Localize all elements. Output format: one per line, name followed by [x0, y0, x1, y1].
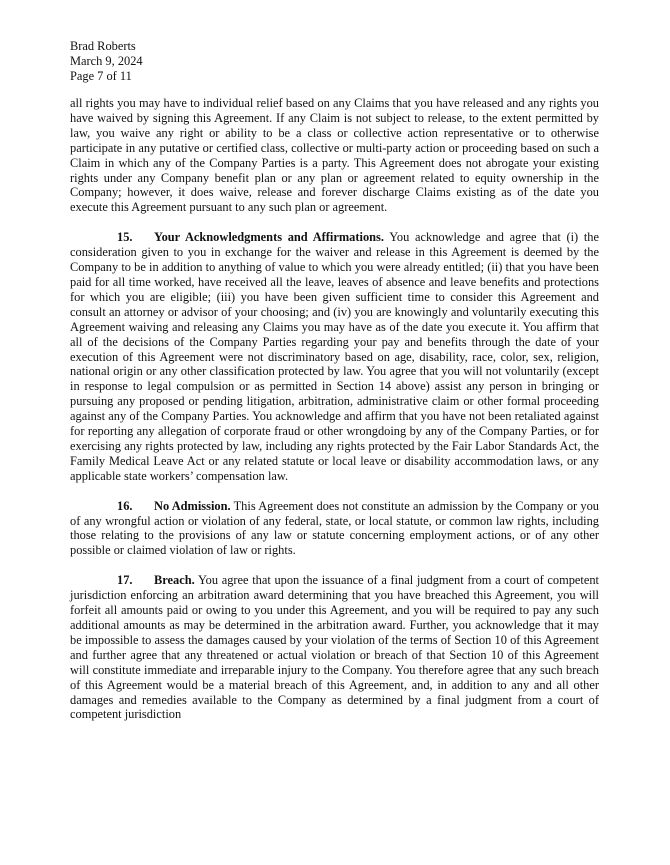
section-number: 15. [117, 230, 133, 245]
section-16 [70, 499, 599, 559]
letter-header [70, 39, 143, 84]
recipient-name: Brad Roberts [70, 39, 136, 53]
paragraph-text: all rights you may have to individual relief based on any Claims that you have released and any rights you have waived by signing this Agreement. If any Claim is not subject to release, to the extent permitted by law, you waive any right or ability to be a class or collective action representative or to otherwise participate in any putative or certified class, collective or multi-party action or proceeding based on such a Claim in which any of the Company Parties is a party. This Agreement does not abrogate your existing rights under any Company benefit plan or any plan or agreement related to equity ownership in the Company; however, it does waive, release and forever discharge Claims existing as of the date you execute this Agreement pursuant to any such plan or agreement. [70, 96, 599, 215]
section-17 [70, 573, 599, 722]
section-heading: No Admission. [154, 498, 231, 513]
section-15 [70, 230, 599, 483]
page-number: Page 7 of 11 [70, 68, 132, 83]
section-number: 16. [117, 498, 133, 513]
paragraph-continuation [70, 96, 599, 215]
section-heading: Breach. [154, 573, 195, 588]
section-heading: Your Acknowledgments and Affirmations. [154, 230, 384, 245]
letter-date: March 9, 2024 [70, 53, 143, 68]
section-text: You acknowledge and agree that (i) the consideration given to you in exchange for the waiver and release in this Agreement is deemed by the Company to be in addition to anything of value to which you were already entitled; (ii) that you have been paid for all time worked, have received all the leave, leaves of absence and leave benefits and protections for which you are eligible; (iii) you have been given sufficient time to consider this Agreement and consult an attorney or advisor of your choosing; and (iv) you are knowingly and voluntarily executing this Agreement waiving and releasing any Claims you may have as of the date you execute it. You affirm that all of the decisions of the Company Parties regarding your pay and benefits through the date of your execution of this Agreement were not discriminatory based on age, disability, race, color, sex, religion, national origin or any other classification protected by law. You agree that you will not voluntarily (except in response to legal compulsion or as permitted in Section 14 above) assist any person in bringing or pursuing any proposed or pending litigation, arbitration, administrative claim or other formal proceeding against any of the Company Parties. You acknowledge and affirm that you have not been retaliated against for reporting any allegation of corporate fraud or other wrongdoing by any of the Company Parties, or for exercising any rights protected by law, including any rights protected by the Fair Labor Standards Act, the Family Medical Leave Act or any related statute or local leave or disability accommodation laws, or any applicable state workers’ compensation law. [70, 230, 599, 483]
section-text: You agree that upon the issuance of a final judgment from a court of competent jurisdiction enforcing an arbitration award determining that you have breached this Agreement, you will forfeit all amounts paid or owing to you under this Agreement, and you will be required to pay any such additional amounts as may be determined in the arbitration award. Further, you acknowledge that it may be impossible to assess the damages caused by your violation of the terms of Section 10 of this Agreement and further agree that any threatened or actual violation or breach of that Section 10 of this Agreement will constitute immediate and irreparable injury to the Company. You therefore agree that any such breach of this Agreement would be a material breach of this Agreement, and, in addition to any and all other damages and remedies available to the Company as determined by a final judgment from a court of competent jurisdiction [70, 573, 599, 722]
section-number: 17. [117, 573, 133, 588]
section-text: This Agreement does not constitute an admission by the Company or you of any wrongful action or violation of any federal, state, or local statute, or common law rights, including those relating to the provisions of any law or statute concerning employment actions, or of any other possible or claimed violation of law or rights. [70, 498, 600, 558]
document-body [70, 96, 599, 737]
